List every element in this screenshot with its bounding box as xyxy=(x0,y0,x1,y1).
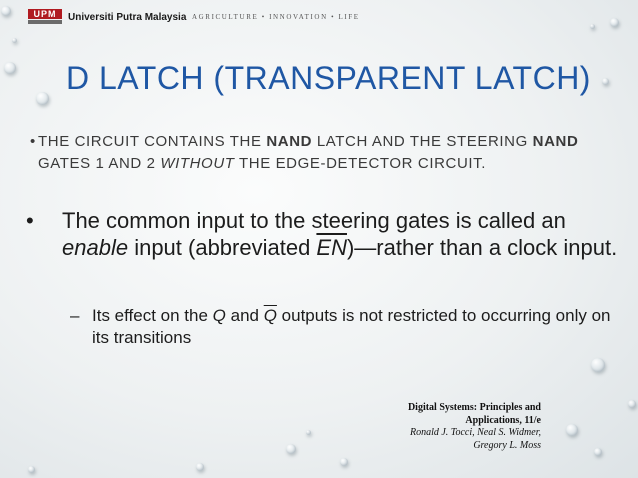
citation-author-last: Gregory L. Moss xyxy=(473,439,541,451)
water-drop xyxy=(12,38,17,43)
water-drop xyxy=(594,448,602,456)
bullet-text: THE EDGE-DETECTOR CIRCUIT. xyxy=(234,155,487,172)
en-abbreviation: $\overline{EN}$ xyxy=(316,235,347,260)
bullet-text: GATES 1 AND 2 xyxy=(38,155,161,172)
water-drop xyxy=(591,358,605,372)
bullet-circuit-description xyxy=(30,131,628,175)
subbullet-marker: – xyxy=(70,306,80,325)
water-drop xyxy=(340,458,348,466)
logo-text: UPM xyxy=(28,9,62,19)
q-output: Q xyxy=(212,306,226,325)
university-name: Universiti Putra Malaysia xyxy=(68,12,187,23)
water-drop xyxy=(4,62,16,74)
water-drop xyxy=(306,430,311,435)
nand-keyword: NAND xyxy=(266,133,313,150)
textbook-citation xyxy=(408,402,541,452)
slide-header xyxy=(0,0,638,34)
logo-bar xyxy=(28,20,62,24)
bullet-text: The common input to the steering gates is called an xyxy=(62,208,566,233)
nand-keyword: NAND xyxy=(532,133,579,150)
slide-title: D LATCH (TRANSPARENT LATCH) xyxy=(66,60,591,96)
upm-logo xyxy=(28,9,62,25)
water-drop xyxy=(566,424,578,436)
water-drop xyxy=(28,466,35,473)
bullet-text: )—rather than a clock input. xyxy=(346,235,618,260)
water-drop xyxy=(628,400,636,408)
bullet-marker: • xyxy=(26,208,34,233)
bullet-text: Its effect on the xyxy=(92,306,213,325)
bullet-marker: • xyxy=(30,133,36,150)
bullet-text: THE CIRCUIT CONTAINS THE xyxy=(38,133,267,150)
water-drop xyxy=(286,444,296,454)
bullet-text: and xyxy=(225,306,264,325)
without-keyword: WITHOUT xyxy=(160,155,235,172)
enable-term: enable xyxy=(62,235,129,260)
citation-title: Digital Systems: Principles and xyxy=(407,402,541,413)
water-drop xyxy=(196,463,204,471)
water-drop xyxy=(36,92,49,105)
water-drop xyxy=(602,78,609,85)
bullet-text: LATCH AND THE STEERING xyxy=(312,133,533,150)
q-bar-output: $\overline{Q}$ xyxy=(263,306,277,325)
bullet-text: input (abbreviated xyxy=(128,235,317,260)
bullet-text: outputs is not restricted to occurring only on its transitions xyxy=(92,306,611,347)
subbullet-effect xyxy=(70,305,632,349)
citation-edition: Applications, 11/e xyxy=(465,414,541,426)
university-tagline: AGRICULTURE • INNOVATION • LIFE xyxy=(192,13,360,21)
citation-authors: Ronald J. Tocci, Neal S. Widmer, xyxy=(409,427,541,438)
bullet-enable-input xyxy=(26,207,628,261)
